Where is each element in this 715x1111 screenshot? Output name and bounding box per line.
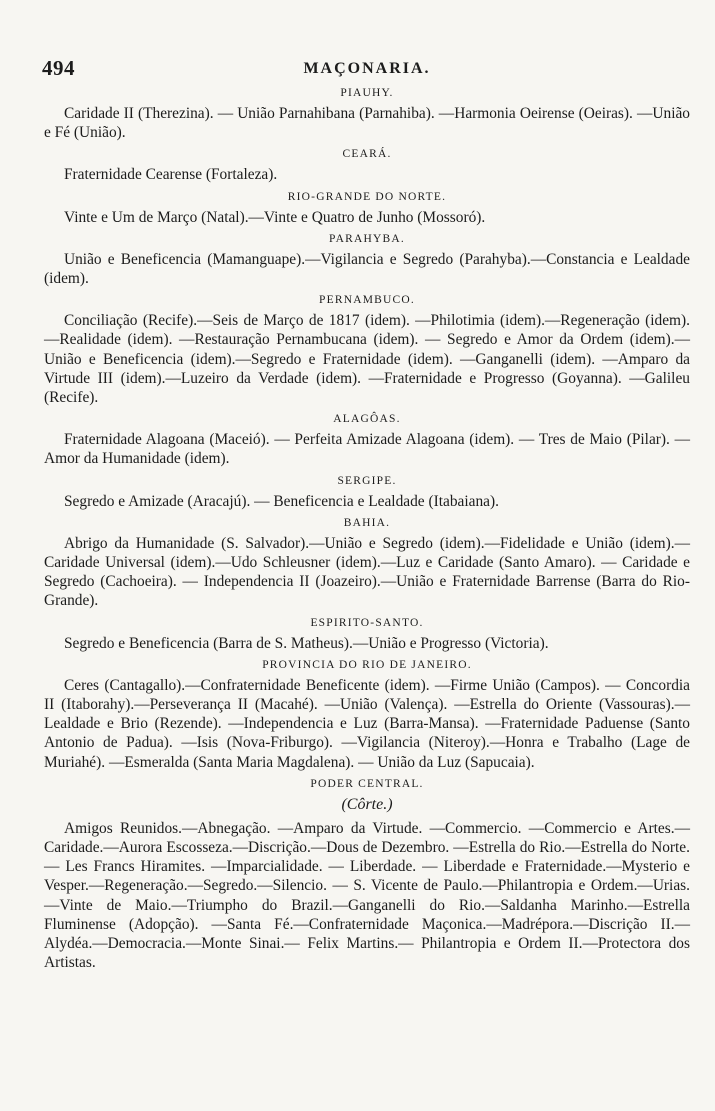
page-number: 494 [42,56,75,80]
book-page [44,56,690,977]
section-heading: PROVINCIA DO RIO DE JANEIRO. [262,658,472,671]
section-heading: BAHIA. [343,516,391,529]
section-heading: PERNAMBUCO. [319,294,415,307]
section-piauhy [44,85,690,142]
section-sergipe [44,473,690,511]
section-heading: PODER CENTRAL. [310,777,424,790]
section-body: Conciliação (Recife).—Seis de Março de 1817 (idem). —Philotimia (idem).—Regeneração (idem).—Realidade (idem). —Restauração Pernambucana (idem). — Segredo e Amor da Ordem (idem).—União e Beneficencia (idem).—Segredo e Fraternidade (idem). —Ganganelli (idem). —Amparo da Virtude III (idem).—Luzeiro da Verdade (idem). —Fraternidade e Progresso (Goyanna). —Galileu (Recife). [44,312,690,407]
section-heading: ALAGÔAS. [333,413,401,426]
section-body: Segredo e Amizade (Aracajú). — Beneficencia e Lealdade (Itabaiana). [64,492,499,510]
section-heading: SERGIPE. [337,474,397,487]
section-poder-central [44,776,690,973]
running-head [44,56,690,82]
section-body: Amigos Reunidos.—Abnegação. —Amparo da Virtude. —Commercio. —Commercio e Artes.—Caridade.—Aurora Escosseza.—Discrição.—Dous de Dezembro. —Estrella do Rio.—Estrella do Norte. — Les Francs Hiramites. —Imparcialidade. — Liberdade. — Liberdade e Fraternidade.—Mysterio e Vesper.—Regeneração.—Segredo.—Silencio. — S. Vicente de Paulo.—Philantropia e Ordem.—Urias. —Vinte de Maio.—Triumpho do Brazil.—Ganganelli do Rio.—Saldanha Marinho.—Estrella Fluminense (Adopção). —Santa Fé.—Confraternidade Maçonica.—Madrépora.—Discrição II.—Alydéa.—Democracia.—Monte Sinai.— Felix Martins.— Philantropia e Ordem II.—Protectora dos Artistas. [44,819,690,972]
section-espirito-santo [44,615,690,653]
section-heading: PARAHYBA. [329,232,405,245]
section-body: Vinte e Um de Março (Natal).—Vinte e Quatro de Junho (Mossoró). [64,208,486,226]
section-provincia-rio-de-janeiro [44,657,690,772]
section-alagoas [44,411,690,468]
section-heading: PIAUHY. [340,87,394,99]
section-bahia [44,515,690,611]
section-subheading: (Côrte.) [341,795,393,813]
section-body: Caridade II (Therezina). — União Parnahibana (Parnahiba). —Harmonia Oeirense (Oeiras). —União e Fé (União). [44,105,690,142]
section-heading: ESPIRITO-SANTO. [310,616,424,629]
section-body: Segredo e Beneficencia (Barra de S. Matheus).—União e Progresso (Victoria). [64,634,549,652]
section-body: Abrigo da Humanidade (S. Salvador).—União e Segredo (idem).—Fidelidade e União (idem).—Caridade Universal (idem).—Udo Schleusner (idem).—Luz e Caridade (Santo Amaro). — Caridade e Segredo (Cachoeira). — Independencia II (Joazeiro).—União e Fraternidade Barrense (Barra do Rio-Grande). [44,534,690,610]
section-ceara [44,146,690,184]
section-body: União e Beneficencia (Mamanguape).—Vigilancia e Segredo (Parahyba).—Constancia e Lealdade (idem). [44,250,690,288]
section-parahyba [44,231,690,288]
section-body: Ceres (Cantagallo).—Confraternidade Beneficente (idem). —Firme União (Campos). — Concordia II (Itaborahy).—Perseverança II (Macahé). —União (Valença). —Estrella do Oriente (Vassouras).—Lealdade e Brio (Rezende). —Independencia e Luz (Barra-Mansa). —Fraternidade Paduense (Santo Antonio de Padua). —Isis (Nova-Friburgo). —Vigilancia (Niteroy).—Honra e Trabalho (Lage de Muriahé). —Esmeralda (Santa Maria Magdalena). — União da Luz (Sapucaia). [44,676,690,771]
section-heading: CEARÁ. [342,148,392,161]
section-body: Fraternidade Alagoana (Maceió). — Perfeita Amizade Alagoana (idem). — Tres de Maio (Pilar). —Amor da Humanidade (idem). [44,431,690,468]
section-heading: RIO-GRANDE DO NORTE. [287,190,447,203]
section-rio-grande-do-norte [44,189,690,227]
section-pernambuco [44,292,690,407]
section-body: Fraternidade Cearense (Fortaleza). [64,166,278,184]
running-title: MAÇONARIA. [303,60,431,77]
